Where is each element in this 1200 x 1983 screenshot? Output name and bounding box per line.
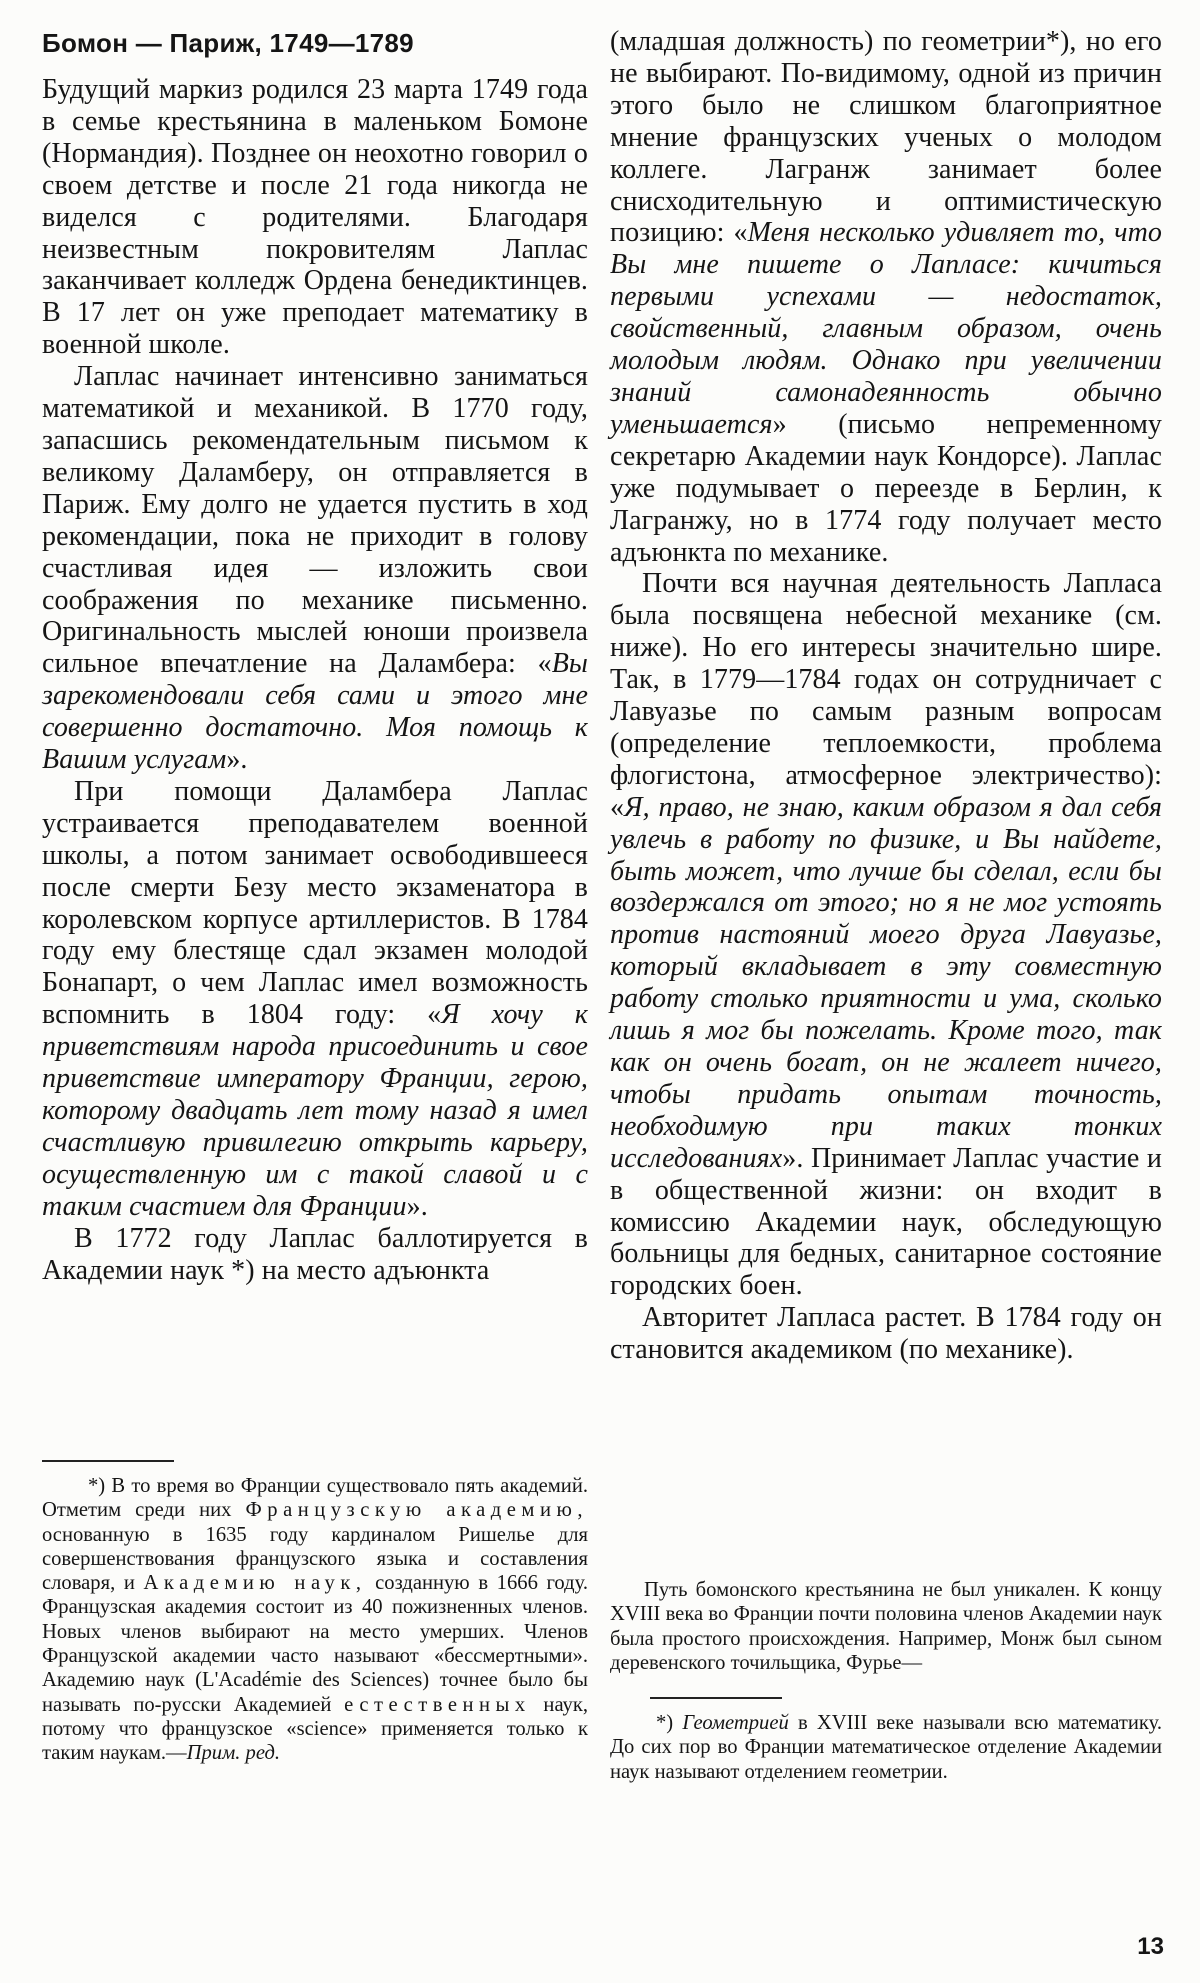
- dalembert-quote: Вы зарекомендовали себя сами и этого мне совершенно достаточно. Моя помощь к Вашим услугам: [42, 648, 588, 776]
- paragraph-lagrange: (младшая должность) по геометрии*), но его не выбирают. По-видимому, одной из причин этого было не слишком благоприятное мнение французских ученых о молодом коллеге. Лагранж занимает более снисходительную и оптимистическую позицию: «Меня несколько удивляет то, что Вы мне пишете о Лапласе: кичиться первыми успехами — недостаток, свойственный, главным образом, очень молодым людям. Однако при увеличении знаний самонадеянность обычно уменьшается» (письмо непременному секретарю Академии наук Кондорсе). Лаплас уже подумывает о переезде в Берлин, к Лагранжу, но в 1774 году получает место адъюнкта по механике.: [610, 26, 1162, 568]
- right-column: [610, 26, 1162, 1366]
- paragraph-academy-election: В 1772 году Лаплас баллотируется в Академии наук *) на место адъюнкта: [42, 1222, 588, 1286]
- right-aside-block: [610, 1578, 1162, 1784]
- bonaparte-quote: Я хочу к приветствиям народа присоединить и свое приветствие императору Франции, герою, которому двадцать лет тому назад я имел счастливую привилегию открыть карьеру, осуществленную им с такой славой и с таким счастием для Франции: [42, 999, 588, 1222]
- paragraph-birth: Будущий маркиз родился 23 марта 1749 года в семье крестьянина в маленьком Бомоне (Нормандия). Позднее он неохотно говорил о своем детстве и после 21 года никогда не виделся с родителями. Благодаря неизвестным покровителям Лаплас заканчивает колледж Ордена бенедиктинцев. В 17 лет он уже преподает математику в военной школе.: [42, 74, 588, 361]
- lavoisier-quote: Я, право, не знаю, каким образом я дал себя увлечь в работу по физике, и Вы найдете, быть может, что лучше бы сделал, если бы воздержался от этого; но я не мог устоять против настояний моего друга Лавуазье, который вкладывает в эту совместную работу столько приятности и ума, сколько лишь я мог бы пожелать. Кроме того, так как он очень богат, он не жалеет ничего, чтобы придать опытам точность, необходимую при таких тонких исследованиях: [610, 791, 1162, 1174]
- section-heading: Бомон — Париж, 1749—1789: [42, 28, 414, 58]
- footnote-rule-left: [42, 1460, 174, 1462]
- footnote-geometry: *) Геометрией в XVIII веке называли всю математику. До сих пор во Франции математическое отделение Академии наук называют отделением геометрии.: [610, 1712, 1162, 1783]
- left-footnote-block: [42, 1460, 588, 1766]
- lagrange-quote: Меня несколько удивляет то, что Вы мне пишете о Лапласе: кичиться первыми успехами — недостаток, свойственный, главным образом, очень молодым людям. Однако при увеличении знаний самонадеянность обычно уменьшается: [610, 217, 1162, 440]
- footnote-rule-right: [650, 1697, 782, 1699]
- aside-note: Путь бомонского крестьянина не был уникален. К концу XVIII века во Франции почти половина членов Академии наук была простого происхождения. Например, Монж был сыном деревенского точильщика, Фурье—: [610, 1579, 1162, 1674]
- paragraph-lavoisier: Почти вся научная деятельность Лапласа была посвящена небесной механике (см. ниже). Но его интересы значительно шире. Так, в 1779—1784 годах он сотрудничает с Лавуазье по самым разным вопросам (определение теплоемкости, проблема флогистона, атмосферное электричество): «Я, право, не знаю, каким образом я дал себя увлечь в работу по физике, и Вы найдете, быть может, что лучше бы сделал, если бы воздержался от этого; но я не мог устоять против настояний моего друга Лавуазье, который вкладывает в эту совместную работу столько приятности и ума, сколько лишь я мог бы пожелать. Кроме того, так как он очень богат, он не жалеет ничего, чтобы придать опытам точность, необходимую при таких тонких исследованиях». Принимает Лаплас участие и в общественной жизни: он входит в комиссию Академии наук, обследующую больницы для бедных, санитарное состояние городских боен.: [610, 568, 1162, 1302]
- paragraph-paris: Лаплас начинает интенсивно заниматься математикой и механикой. В 1770 году, запасшись рекомендательным письмом к великому Даламберу, он отправляется в Париж. Ему долго не удается пустить в ход рекомендации, пока не приходит в голову счастливая идея — изложить свои соображения по механике письменно. Оригинальность мыслей юноши произвела сильное впечатление на Даламбера: «Вы зарекомендовали себя сами и этого мне совершенно достаточно. Моя помощь к Вашим услугам».: [42, 361, 588, 776]
- left-column: [42, 26, 588, 1286]
- paragraph-academician: Авторитет Лапласа растет. В 1784 году он становится академиком (по механике).: [610, 1302, 1162, 1366]
- paragraph-bonaparte: При помощи Даламбера Лаплас устраивается преподавателем военной школы, а потом занимает освободившееся после смерти Безу место экзаменатора в королевском корпусе артиллеристов. В 1784 году ему блестяще сдал экзамен молодой Бонапарт, о чем Лаплас имел возможность вспомнить в 1804 году: «Я хочу к приветствиям народа присоединить и свое приветствие императору Франции, герою, которому двадцать лет тому назад я имел счастливую привилегию открыть карьеру, осуществленную им с такой славой и с таким счастием для Франции».: [42, 775, 588, 1222]
- page-number: 13: [1137, 1933, 1164, 1960]
- footnote-academies: *) В то время во Франции существовало пять академий. Отметим среди них Французскую академию, основанную в 1635 году кардиналом Ришелье для совершенствования французского языка и составления словаря, и Академию наук, созданную в 1666 году. Французская академия состоит из 40 пожизненных членов. Новых членов выбирают на место умерших. Членов Французской академии часто называют «бессмертными». Академию наук (L'Académie des Sciences) точнее было бы называть по-русски Академией естественных наук, потому что французское «science» применяется только к таким наукам.—Прим. ред.: [42, 1475, 589, 1765]
